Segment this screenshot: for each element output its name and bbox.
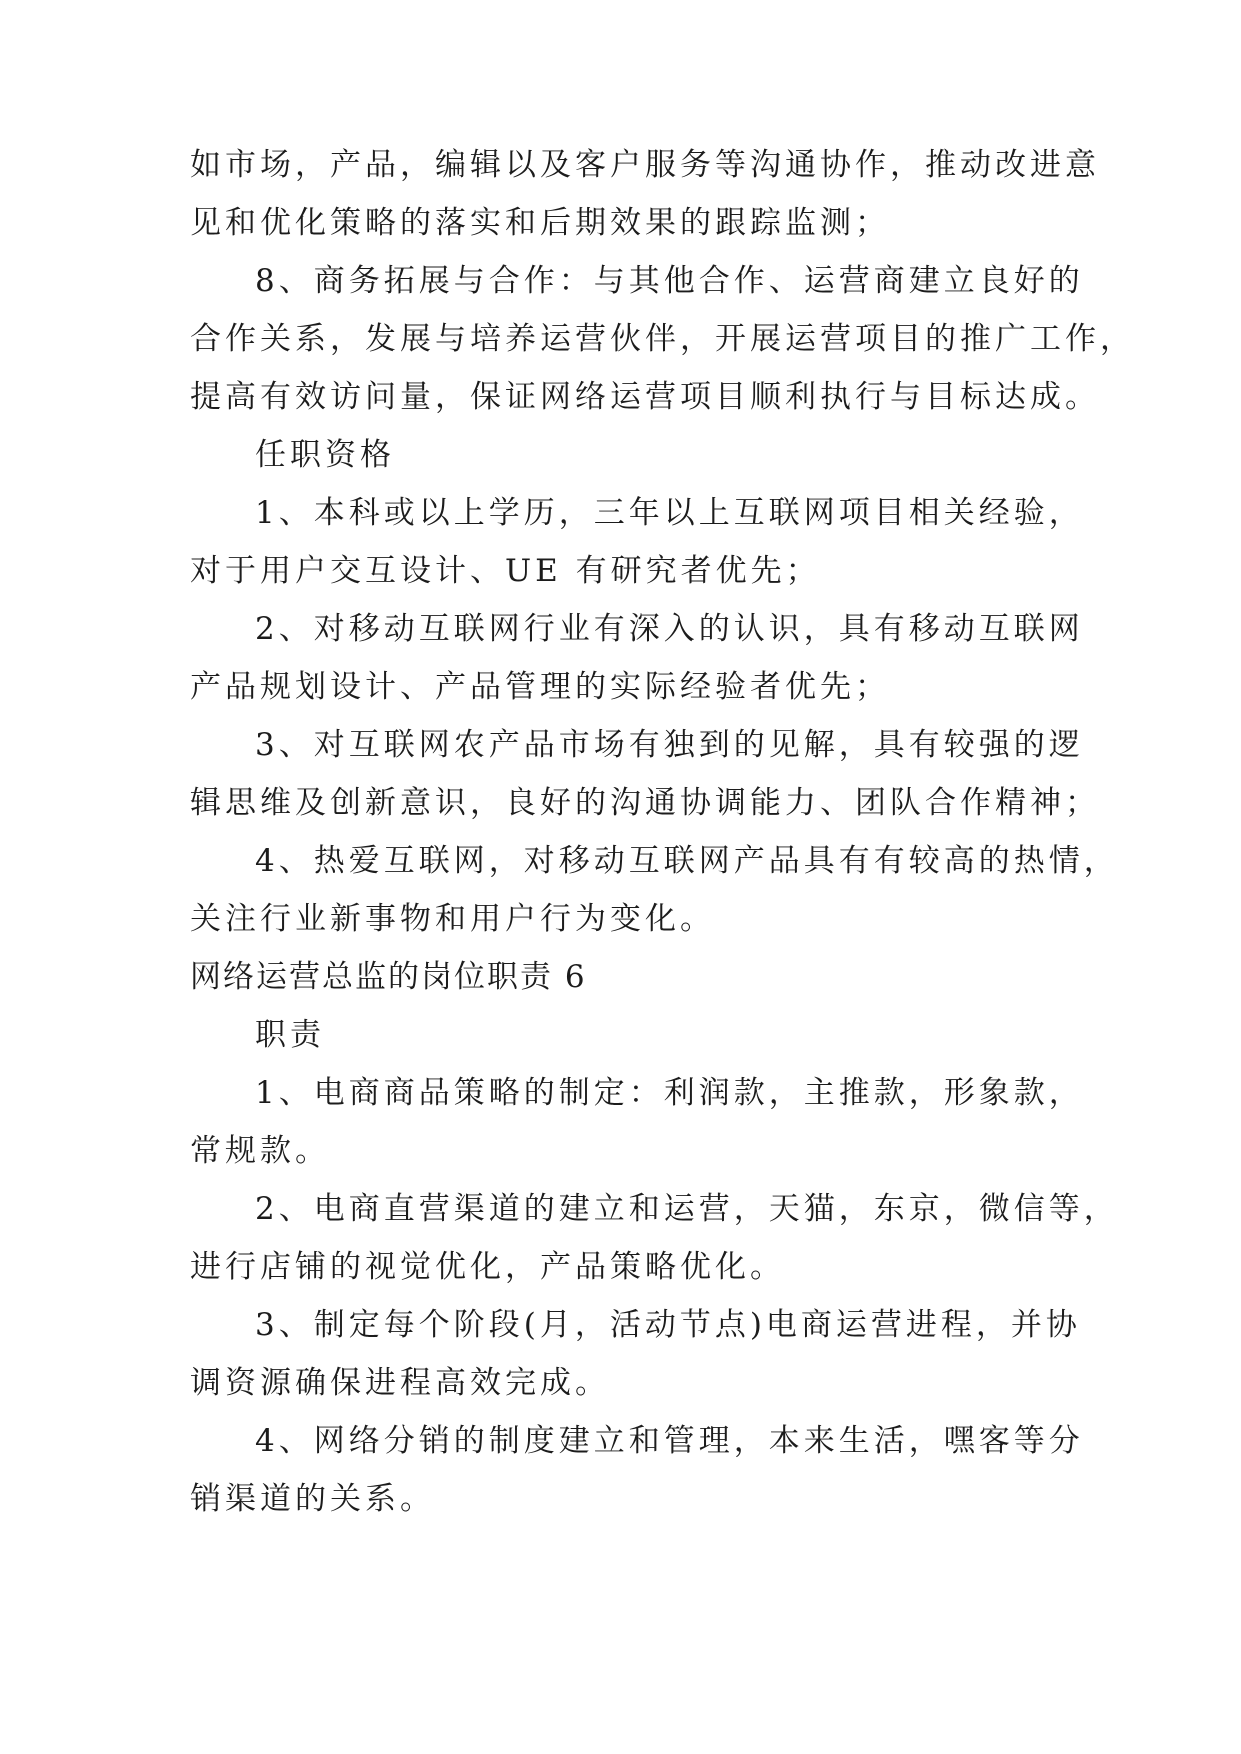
body-text-line: 调资源确保进程高效完成。 [190,1365,610,1401]
section-heading-duties: 职责 [255,1017,325,1053]
body-text-line: 销渠道的关系。 [190,1481,435,1517]
list-item-1: 1、本科或以上学历，三年以上互联网项目相关经验， [255,495,1084,531]
section-heading-qualifications: 任职资格 [255,437,395,473]
body-text-line: 合作关系，发展与培养运营伙伴，开展运营项目的推广工作， [190,321,1135,357]
body-text-line: 见和优化策略的落实和后期效果的跟踪监测； [190,205,890,241]
body-text-line: 产品规划设计、产品管理的实际经验者优先； [190,669,890,705]
list-item-2: 2、对移动互联网行业有深入的认识，具有移动互联网 [255,611,1084,647]
body-text-line: 常规款。 [190,1133,330,1169]
body-text-line: 辑思维及创新意识，良好的沟通协调能力、团队合作精神； [190,785,1100,821]
list-item-2: 2、电商直营渠道的建立和运营，天猫，东京，微信等， [255,1191,1119,1227]
list-item-8: 8、商务拓展与合作：与其他合作、运营商建立良好的 [255,263,1084,299]
list-item-4: 4、网络分销的制度建立和管理，本来生活，嘿客等分 [255,1423,1084,1459]
body-text-line: 提高有效访问量，保证网络运营项目顺利执行与目标达成。 [190,379,1100,415]
list-item-4: 4、热爱互联网，对移动互联网产品具有有较高的热情， [255,843,1119,879]
section-title: 网络运营总监的岗位职责 6 [190,959,587,995]
body-text-line: 关注行业新事物和用户行为变化。 [190,901,715,937]
list-item-3: 3、制定每个阶段(月，活动节点)电商运营进程，并协 [255,1307,1081,1343]
list-item-3: 3、对互联网农产品市场有独到的见解，具有较强的逻 [255,727,1084,763]
body-text-line: 对于用户交互设计、UE 有研究者优先； [190,553,821,589]
body-text-line: 如市场，产品，编辑以及客户服务等沟通协作，推动改进意 [190,147,1100,183]
list-item-1: 1、电商商品策略的制定：利润款，主推款，形象款， [255,1075,1084,1111]
body-text-line: 进行店铺的视觉优化，产品策略优化。 [190,1249,785,1285]
